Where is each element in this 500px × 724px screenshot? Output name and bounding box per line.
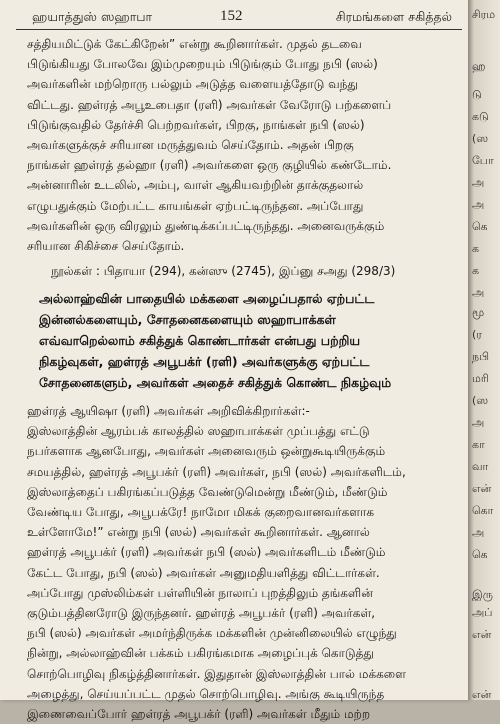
- text-line: இணைவைப்போர் ஹள்ரத் அபூபக்ர் (ரளி) அவர்கள் மீதும் மற்ற: [27, 706, 371, 721]
- text-line: பிடுங்கியது போலவே இம்முறையும் பிடுங்கும் போது நபி (ஸல்): [27, 57, 378, 72]
- text-line: இன்னல்களையும், சோதனைகளையும் ஸஹாபாக்கள்: [39, 312, 336, 328]
- text-line: நபர்களாக ஆனபோது, அவர்கள் அனைவரும் ஒன்றுகூடியிருக்கும்: [27, 444, 386, 459]
- gutter-fragment: கெ: [472, 220, 488, 233]
- gutter-fragment: (ஸ: [472, 394, 489, 407]
- text-line: பிடுங்குவதில் தேர்ச்சி பெற்றவர்கள், பிறகு, நாங்கள் நபி (ஸல்): [27, 117, 365, 132]
- text-line: நின்று, அல்லாஹ்வின் பக்கம் பகிரங்கமாக அழைப்புக் கொடுத்து: [27, 646, 374, 661]
- text-line: அவர்களுக்குச் சரியான மருத்துவம் செய்தோம். அதன் பிறகு: [27, 137, 354, 152]
- text-line: விட்டது. ஹள்ரத் அபூஉபைதா (ரளி) அவர்கள் வேரோடு பற்களைப்: [27, 97, 392, 112]
- chapter-title: சிரமங்களை சகித்தல்: [335, 9, 452, 24]
- text-line: சமயத்தில், ஹள்ரத் அபூபக்ர் (ரளி) அவர்கள், நபி (ஸல்) அவர்களிடம்,: [27, 464, 406, 479]
- text-line: எவ்வாறெல்லாம் சகித்துக் கொண்டார்கள் என்பது பற்றிய: [39, 333, 361, 349]
- text-line: சரியான சிகிச்சை செய்தோம்.: [27, 238, 185, 253]
- text-line: வேண்டிய போது, அபூபக்ரே! நாமோ மிகக் குறைவானவர்களாக: [27, 505, 375, 519]
- text-line: சொற்பொழிவு நிகழ்த்தினார்கள். இதுதான் இஸ்லாத்தின் பால் மக்களை: [27, 666, 406, 681]
- text-line: இஸ்லாத்தைப் பகிரங்கப்படுத்த வேண்டுமென்று மீண்டும், மீண்டும்: [27, 484, 388, 499]
- text-line: சோதனைகளும், அவர்கள் அதைச் சகித்துக் கொண்ட நிகழ்வும்: [39, 375, 392, 391]
- text-line: குடும்பத்தினரோடு இருந்தனர். ஹள்ரத் அபூபக்ர் (ரளி) அவர்கள்,: [27, 605, 376, 620]
- gutter-fragment: என்: [472, 628, 492, 641]
- gutter-fragment: அப்: [472, 606, 493, 619]
- gutter-fragment: க: [472, 264, 480, 277]
- text-line: உள்ளோமே!” என்று நபி (ஸல்) அவர்கள் கூறினார்கள். ஆனால்: [27, 525, 370, 540]
- gutter-fragment: டு: [472, 88, 482, 101]
- next-page-edge: [468, 0, 500, 700]
- text-line: அழைத்து, செய்யப்பட்ட முதல் சொற்பொழிவு. அங்கு கூடியிருந்த: [27, 686, 385, 701]
- gutter-fragment: என்: [472, 688, 492, 700]
- book-title: ஹயாத்துஸ் ஸஹாபா: [32, 9, 153, 24]
- gutter-fragment: அ: [472, 286, 485, 299]
- text-line: ஹள்ரத் அபூபக்ர் (ரளி) அவர்கள் நபி (ஸல்) அவர்களிடம் மீண்டும்: [27, 545, 386, 560]
- gutter-fragment: கொ: [472, 504, 494, 517]
- text-line: அல்லாஹ்வின் பாதையில் மக்களை அழைப்பதால் ஏற்பட்ட: [39, 291, 375, 307]
- gutter-fragment: என்: [472, 482, 492, 495]
- gutter-fragment: நபி: [472, 350, 490, 363]
- gutter-fragment: ஹ: [472, 60, 486, 73]
- text-line: அன்னாரின் உடலில், அம்பு, வாள் ஆகியவற்றின் தாக்குதலால்: [27, 178, 364, 193]
- gutter-fragment: மூ: [472, 306, 485, 319]
- gutter-fragment: அ: [472, 176, 485, 189]
- page-number: 152: [220, 8, 243, 24]
- section-heading: [27, 288, 459, 393]
- page-body: [27, 30, 459, 724]
- gutter-fragment: கா: [472, 438, 485, 451]
- text-line: அவர்களின் ஒரு விரலும் துண்டிக்கப்பட்டிருந்தது. அனைவருக்கும்: [27, 218, 385, 233]
- gutter-fragment: சிரம: [472, 8, 496, 21]
- gutter-fragment: அ: [472, 198, 485, 211]
- text-line: இஸ்லாத்தின் ஆரம்பக் காலத்தில் ஸஹாபாக்கள் முப்பத்து எட்டு: [27, 424, 370, 439]
- page-header: [10, 5, 458, 29]
- gutter-fragment: அ: [472, 526, 485, 539]
- paragraph-1: [27, 34, 459, 256]
- gutter-fragment: போ: [472, 154, 494, 167]
- gutter-fragment: வா: [472, 460, 489, 473]
- gutter-fragment: கடு: [472, 110, 489, 123]
- gutter-fragment: க: [472, 242, 480, 255]
- gutter-fragment: (ர: [472, 328, 482, 341]
- gutter-fragment: கெ: [472, 548, 488, 561]
- text-line: ஹள்ரத் ஆயிஷா (ரளி) அவர்கள் அறிவிக்கிறார்கள்:-: [27, 404, 310, 419]
- paragraph-2: [27, 401, 459, 724]
- text-line: அப்போது முஸ்லிம்கள் பள்ளியின் நாலாப் புறத்திலும் தங்களின்: [27, 585, 373, 600]
- text-line: நிகழ்வுகள், ஹள்ரத் அபூபக்ர் (ரளி) அவர்களுக்கு ஏற்பட்ட: [39, 354, 370, 370]
- text-line: சத்தியமிட்டுக் கேட்கிறேன்” என்று கூறினார்கள். முதல் தடவை: [27, 37, 362, 51]
- gutter-fragment: அ: [472, 416, 485, 429]
- text-line: எழுபதுக்கும் மேற்பட்ட காயங்கள் ஏற்பட்டிருந்தன. அப்போது: [27, 198, 364, 213]
- gutter-fragment: மரி: [472, 372, 489, 385]
- text-line: கேட்ட போது, நபி (ஸல்) அவர்கள் அனுமதியளித்து விட்டார்கள்.: [27, 565, 380, 580]
- text-line: அவர்களின் மற்றொரு பல்லும் அடுத்த வளையத்தோடு வந்து: [27, 77, 358, 92]
- gutter-fragment: இரு: [472, 588, 493, 601]
- sources-line: நூல்கள் : பிதாயா (294), கன்ஸு (2745), இப்னு சஅது (298/3): [51, 264, 396, 279]
- text-line: நபி (ஸல்) அவர்கள் அமர்ந்திருக்க மக்களின் முன்னிலையில் எழுந்து: [27, 626, 397, 641]
- gutter-fragment: (ஸ: [472, 132, 489, 145]
- text-line: நாங்கள் ஹள்ரத் தல்ஹா (ரளி) அவர்களை ஒரு குழியில் கண்டோம்.: [27, 158, 392, 173]
